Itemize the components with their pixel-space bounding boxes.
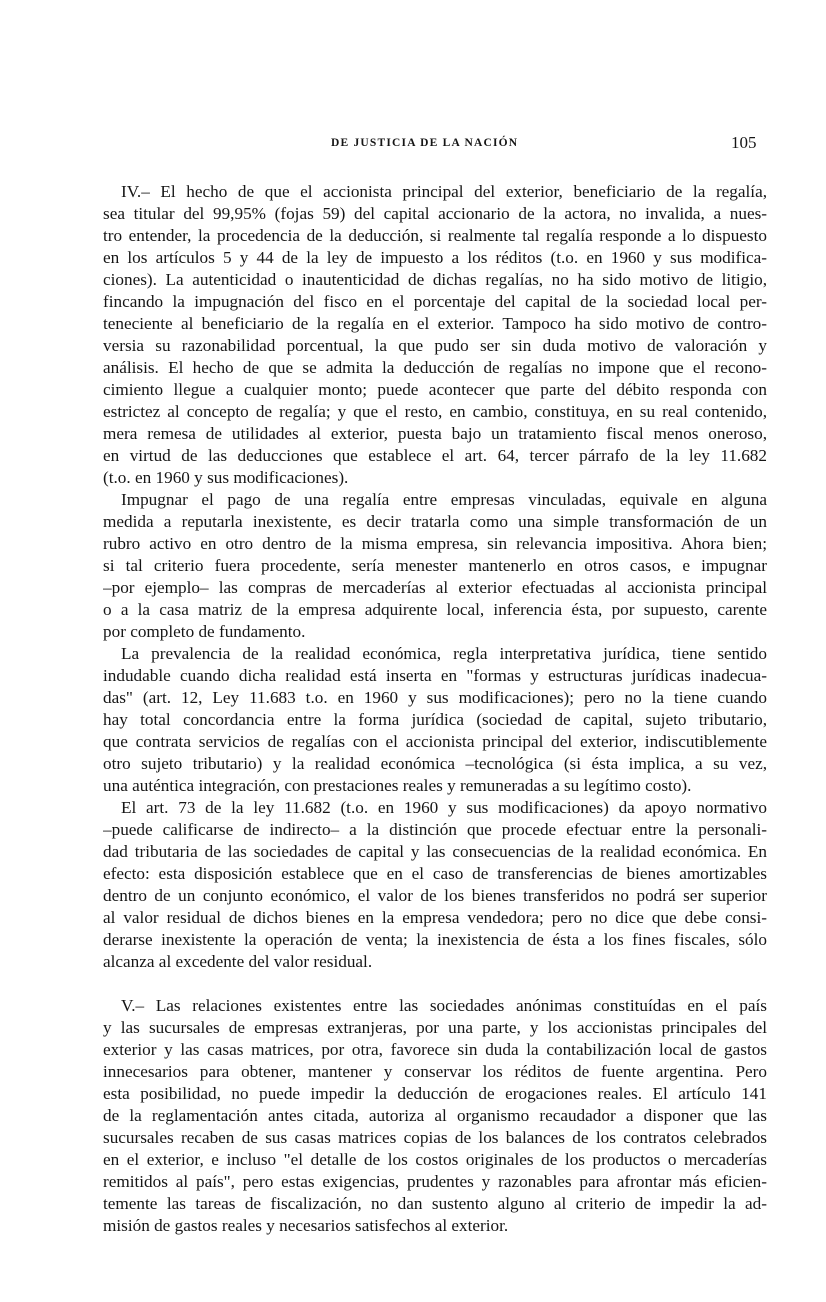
text-line: das" (art. 12, Ley 11.683 t.o. en 1960 y sus modificaciones); pero no la tiene cuando: [103, 688, 767, 707]
text-line: misión de gastos reales y necesarios satisfechos al exterior.: [103, 1216, 509, 1235]
body-text: [103, 181, 767, 1237]
text-line: fincando la impugnación del fisco en el porcentaje del capital de la sociedad local per-: [103, 292, 767, 311]
text-line: innecesarios para obtener, mantener y conservar los réditos de fuente argentina. Pero: [103, 1062, 767, 1081]
text-line: dad tributaria de las sociedades de capital y las consecuencias de la realidad económica. En: [103, 842, 767, 861]
text-line: ciones). La autenticidad o inautenticidad de dichas regalías, no ha sido motivo de litigio,: [103, 270, 767, 289]
text-line: estrictez al concepto de regalía; y que el resto, en cambio, constituya, en su real contenido,: [103, 402, 767, 421]
text-line: indudable cuando dicha realidad está inserta en "formas y estructuras jurídicas inadecua-: [103, 666, 767, 685]
text-line: temente las tareas de fiscalización, no dan sustento alguno al criterio de impedir la ad-: [103, 1194, 767, 1213]
text-line: en los artículos 5 y 44 de la ley de impuesto a los réditos (t.o. en 1960 y sus modifica-: [103, 248, 767, 267]
page-number: 105: [731, 133, 757, 152]
text-line: La prevalencia de la realidad económica, regla interpretativa jurídica, tiene sentido: [121, 644, 767, 663]
text-line: análisis. El hecho de que se admita la deducción de regalías no impone que el recono-: [103, 358, 767, 377]
text-line: exterior y las casas matrices, por otra, favorece sin duda la contabilización local de gastos: [103, 1040, 767, 1059]
text-line: hay total concordancia entre la forma jurídica (sociedad de capital, sujeto tributario,: [103, 710, 767, 729]
text-line: rubro activo en otro dentro de la misma empresa, sin relevancia impositiva. Ahora bien;: [103, 534, 767, 553]
text-line: medida a reputarla inexistente, es decir tratarla como una simple transformación de un: [103, 512, 767, 531]
text-line: versia su razonabilidad porcentual, la que pudo ser sin duda motivo de valoración y: [103, 336, 767, 355]
text-line: derarse inexistente la operación de venta; la inexistencia de ésta a los fines fiscales, sólo: [103, 930, 767, 949]
text-line: remitidos al país", pero estas exigencias, prudentes y razonables para afrontar más eficien-: [103, 1172, 767, 1191]
text-line: sucursales recaben de sus casas matrices copias de los balances de los contratos celebrados: [103, 1128, 767, 1147]
text-line: alcanza al excedente del valor residual.: [103, 952, 373, 971]
text-line: teneciente al beneficiario de la regalía en el exterior. Tampoco ha sido motivo de contro-: [103, 314, 767, 333]
text-line: Impugnar el pago de una regalía entre empresas vinculadas, equivale en alguna: [121, 490, 767, 509]
running-header: DE JUSTICIA DE LA NACIÓN: [331, 137, 519, 149]
text-line: que contrata servicios de regalías con el accionista principal del exterior, indiscutiblemente: [103, 732, 767, 751]
text-line: efecto: esta disposición establece que en el caso de transferencias de bienes amortizables: [103, 864, 767, 883]
text-line: o a la casa matriz de la empresa adquirente local, inferencia ésta, por supuesto, carente: [103, 600, 767, 619]
text-line: –por ejemplo– las compras de mercaderías al exterior efectuadas al accionista principal: [103, 578, 767, 597]
text-line: una auténtica integración, con prestaciones reales y remuneradas a su legítimo costo).: [103, 776, 692, 795]
text-line: cimiento llegue a cualquier monto; puede acontecer que parte del débito responda con: [103, 380, 767, 399]
text-line: y las sucursales de empresas extranjeras, por una parte, y los accionistas principales del: [103, 1018, 767, 1037]
text-line: V.– Las relaciones existentes entre las sociedades anónimas constituídas en el país: [121, 996, 767, 1015]
text-line: (t.o. en 1960 y sus modificaciones).: [103, 468, 349, 487]
text-line: –puede calificarse de indirecto– a la distinción que procede efectuar entre la personali-: [103, 820, 767, 839]
text-line: en virtud de las deducciones que establece el art. 64, tercer párrafo de la ley 11.682: [103, 446, 767, 465]
text-line: sea titular del 99,95% (fojas 59) del capital accionario de la actora, no invalida, a nues-: [103, 204, 767, 223]
text-line: otro sujeto tributario) y la realidad económica –tecnológica (si ésta implica, a su vez,: [103, 754, 767, 773]
text-line: en el exterior, e incluso "el detalle de los costos originales de los productos o mercaderías: [103, 1150, 767, 1169]
paragraph-gap: [103, 973, 767, 995]
text-line: IV.– El hecho de que el accionista principal del exterior, beneficiario de la regalía,: [121, 182, 767, 201]
text-line: al valor residual de dichos bienes en la empresa vendedora; pero no dice que debe consi-: [103, 908, 767, 927]
text-line: El art. 73 de la ley 11.682 (t.o. en 1960 y sus modificaciones) da apoyo normativo: [121, 798, 767, 817]
text-line: mera remesa de utilidades al exterior, puesta bajo un tratamiento fiscal menos oneroso,: [103, 424, 767, 443]
text-line: de la reglamentación antes citada, autoriza al organismo recaudador a disponer que las: [103, 1106, 767, 1125]
text-line: si tal criterio fuera procedente, sería menester mantenerlo en otros casos, e impugnar: [103, 556, 767, 575]
text-line: esta posibilidad, no puede impedir la deducción de erogaciones reales. El artículo 141: [103, 1084, 767, 1103]
text-line: por completo de fundamento.: [103, 622, 306, 641]
text-line: dentro de un conjunto económico, el valor de los bienes transferidos no podrá ser superior: [103, 886, 767, 905]
text-line: tro entender, la procedencia de la deducción, si realmente tal regalía responde a lo dispuesto: [103, 226, 767, 245]
